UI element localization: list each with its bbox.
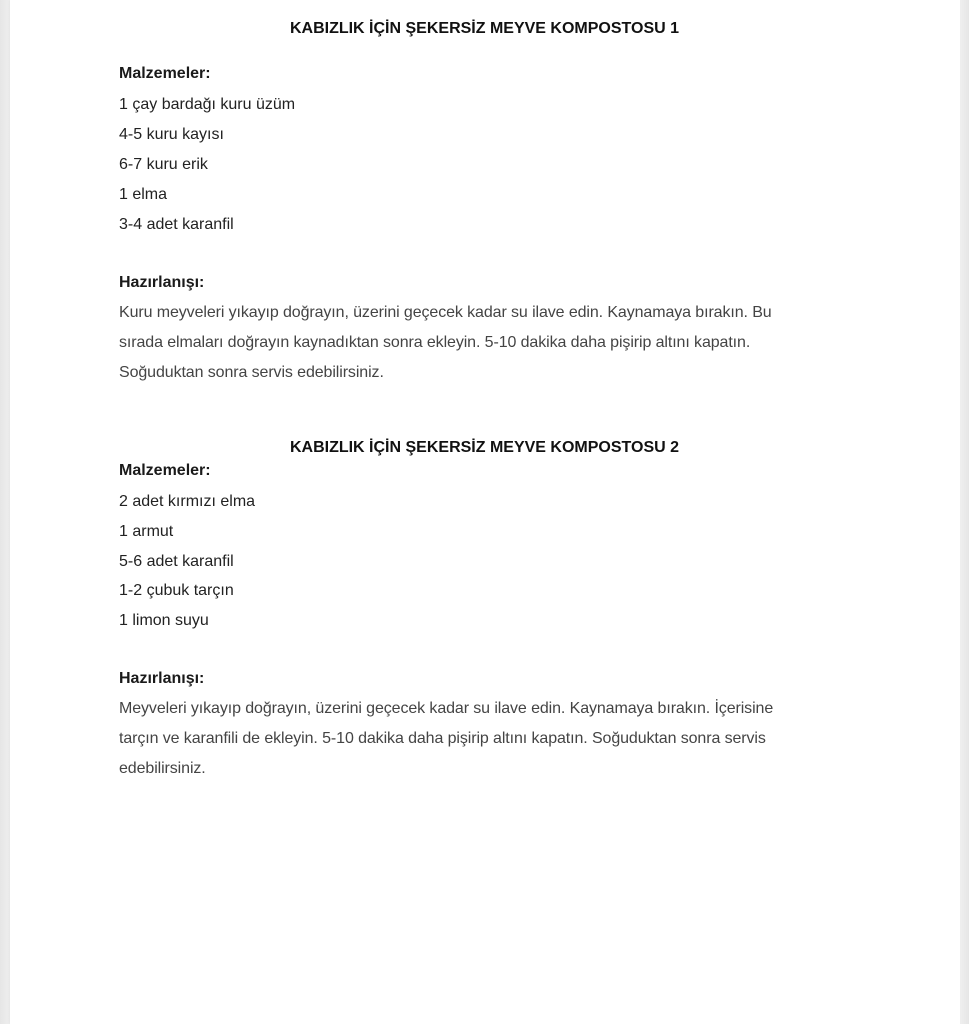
document-page (10, 0, 960, 1024)
ingredients-heading: Malzemeler: (119, 65, 211, 82)
preparation-heading: Hazırlanışı: (119, 274, 205, 291)
recipe-title: KABIZLIK İÇİN ŞEKERSİZ MEYVE KOMPOSTOSU 2 (289, 439, 680, 456)
preparation-line: Soğuduktan sonra servis edebilirsiniz. (119, 364, 384, 381)
preparation-line: Meyveleri yıkayıp doğrayın, üzerini geçecek kadar su ilave edin. Kaynamaya bırakın. İçerisine (119, 700, 774, 717)
preparation-heading: Hazırlanışı: (119, 670, 205, 687)
ingredient-item: 1 elma (119, 186, 168, 203)
preparation-line: tarçın ve karanfili de ekleyin. 5-10 dakika daha pişirip altını kapatın. Soğuduktan sonra servis (119, 730, 766, 747)
page-edge-right (960, 0, 969, 1024)
preparation-line: Kuru meyveleri yıkayıp doğrayın, üzerini geçecek kadar su ilave edin. Kaynamaya bırakın. Bu (119, 304, 772, 321)
recipe-title: KABIZLIK İÇİN ŞEKERSİZ MEYVE KOMPOSTOSU 1 (289, 20, 680, 37)
ingredient-item: 2 adet kırmızı elma (119, 493, 256, 510)
ingredient-item: 1-2 çubuk tarçın (119, 582, 234, 599)
preparation-line: sırada elmaları doğrayın kaynadıktan sonra ekleyin. 5-10 dakika daha pişirip altını kapatın. (119, 334, 751, 351)
ingredient-item: 5-6 adet karanfil (119, 553, 234, 570)
preparation-line: edebilirsiniz. (119, 760, 206, 777)
ingredient-item: 1 çay bardağı kuru üzüm (119, 96, 296, 113)
page-edge-left (0, 0, 10, 1024)
ingredient-item: 1 armut (119, 523, 174, 540)
ingredients-heading: Malzemeler: (119, 462, 211, 479)
ingredient-item: 4-5 kuru kayısı (119, 126, 224, 143)
ingredient-item: 6-7 kuru erik (119, 156, 208, 173)
ingredient-item: 1 limon suyu (119, 612, 209, 629)
ingredient-item: 3-4 adet karanfil (119, 216, 234, 233)
